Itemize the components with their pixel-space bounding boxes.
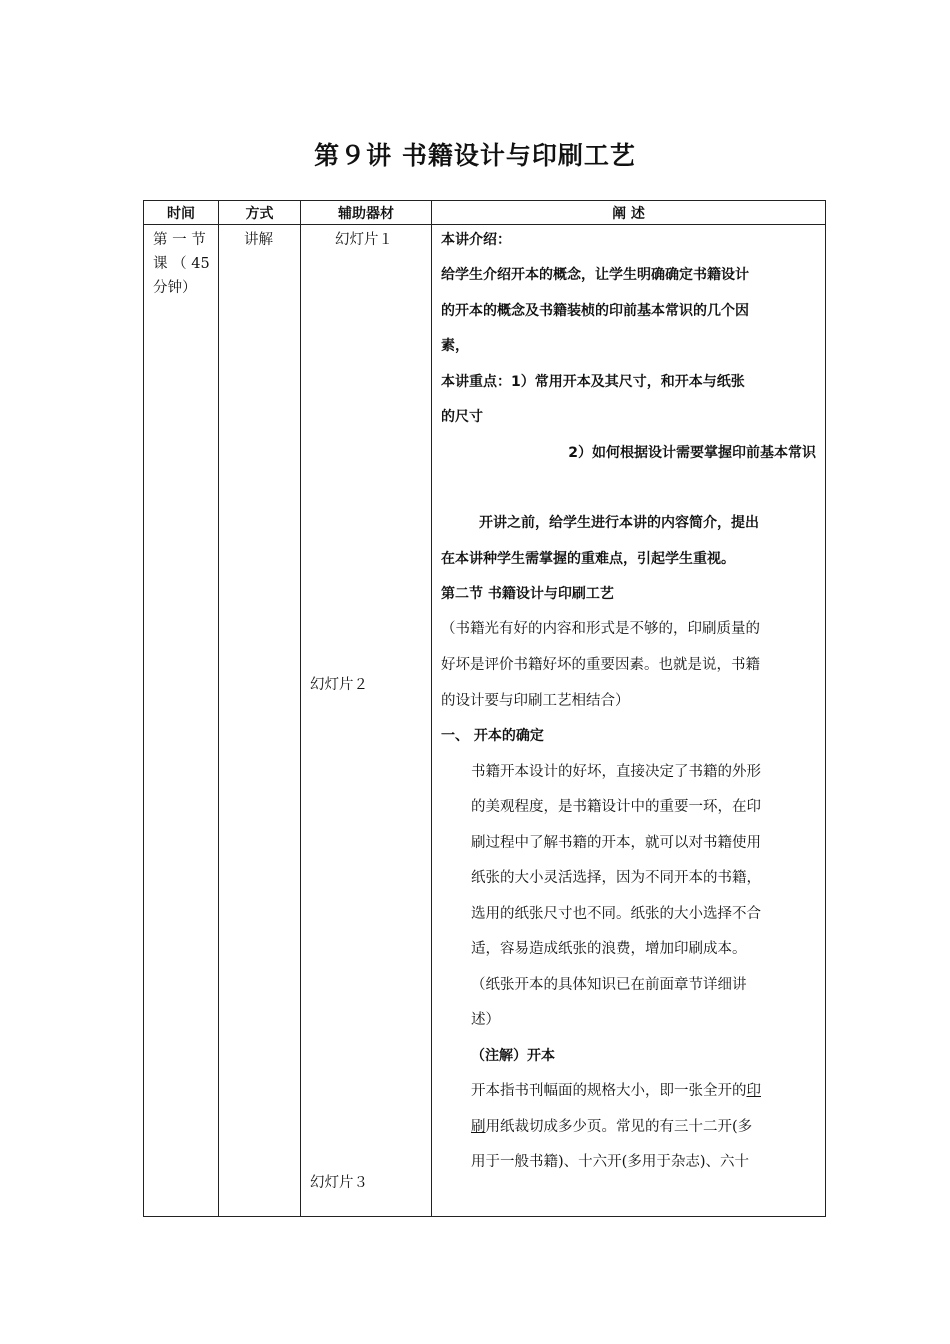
method-text: 讲解	[244, 232, 273, 248]
aid-slide-1: 幻灯片１	[335, 232, 393, 248]
table-header-row	[144, 201, 826, 225]
page-title: 第９讲 书籍设计与印刷工艺	[314, 141, 636, 170]
desc-line: 好坏是评价书籍好坏的重要因素。也就是说，书籍	[441, 657, 760, 673]
header-description: 阐 述	[432, 201, 826, 225]
section-heading: 第二节 书籍设计与印刷工艺	[441, 586, 614, 602]
desc-line: 述）	[471, 1012, 500, 1028]
desc-line: 素，	[441, 338, 469, 354]
desc-line: 给学生介绍开本的概念，让学生明确确定书籍设计	[441, 267, 749, 283]
desc-line: 适，容易造成纸张的浪费，增加印刷成本。	[471, 941, 747, 957]
desc-text: 开本指书刊幅面的规格大小，即一张全开的	[471, 1083, 747, 1099]
time-line-3: 分钟）	[153, 280, 197, 296]
subsection-heading: 一、 开本的确定	[441, 728, 544, 744]
method-cell	[219, 225, 301, 1217]
desc-line: 书籍开本设计的好坏，直接决定了书籍的外形	[471, 764, 761, 780]
desc-line: （纸张开本的具体知识已在前面章节详细讲	[471, 977, 747, 993]
header-time: 时间	[144, 201, 219, 225]
desc-line: 本讲介绍：	[441, 232, 511, 248]
desc-line: 开讲之前，给学生进行本讲的内容简介，提出	[479, 515, 759, 531]
desc-line: 的尺寸	[441, 409, 483, 425]
table-row	[144, 225, 826, 1217]
underlined-text: 印	[746, 1083, 761, 1099]
aid-slide-2: 幻灯片２	[310, 677, 368, 693]
desc-line	[471, 1117, 752, 1137]
desc-line: 纸张的大小灵活选择，因为不同开本的书籍，	[471, 870, 761, 886]
desc-line: 刷过程中了解书籍的开本，就可以对书籍使用	[471, 835, 761, 851]
description-cell	[432, 225, 826, 1217]
desc-text: 用纸裁切成多少页。常见的有三十二开(多	[485, 1119, 753, 1135]
desc-line: 的设计要与印刷工艺相结合）	[441, 693, 630, 709]
time-line-1: 第 一 节	[153, 232, 206, 248]
aid-slide-3: 幻灯片３	[310, 1175, 368, 1191]
time-cell	[144, 225, 219, 1217]
desc-line: 用于一般书籍)、十六开(多用于杂志)、六十	[471, 1154, 749, 1170]
header-method: 方式	[219, 201, 301, 225]
desc-line	[471, 1081, 761, 1101]
desc-line: 本讲重点：1）常用开本及其尺寸，和开本与纸张	[441, 374, 745, 390]
desc-line: 的美观程度，是书籍设计中的重要一环，在印	[471, 799, 761, 815]
desc-line: 的开本的概念及书籍装桢的印前基本常识的几个因	[441, 303, 749, 319]
header-aids: 辅助器材	[301, 201, 432, 225]
aids-cell	[301, 225, 432, 1217]
note-heading: （注解）开本	[471, 1048, 555, 1064]
desc-line: 2）如何根据设计需要掌握印前基本常识	[568, 445, 816, 461]
lesson-plan-table	[143, 200, 826, 1217]
desc-line: 在本讲种学生需掌握的重难点，引起学生重视。	[441, 551, 735, 567]
time-line-2: 课 （ 45	[153, 256, 210, 272]
desc-line: 选用的纸张尺寸也不同。纸张的大小选择不合	[471, 906, 761, 922]
desc-line: （书籍光有好的内容和形式是不够的，印刷质量的	[441, 621, 760, 637]
underlined-text: 刷	[471, 1119, 486, 1135]
